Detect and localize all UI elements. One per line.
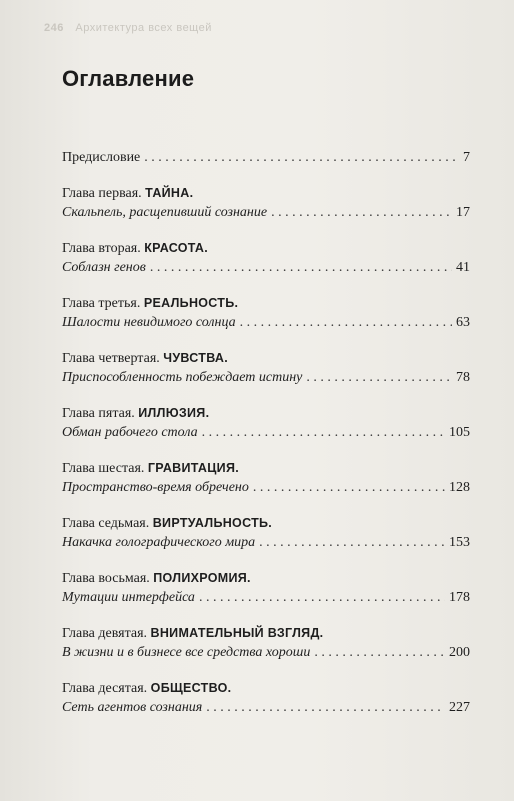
chapter-heading (62, 293, 470, 313)
chapter-page-number: 17 (456, 205, 470, 220)
chapter-subtitle-line (62, 313, 470, 333)
chapter-name: ГРАВИТАЦИЯ. (147, 461, 240, 475)
chapter-heading (62, 403, 470, 423)
chapter-name: ВИРТУАЛЬНОСТЬ. (152, 516, 273, 530)
chapter-subtitle: Накачка голографического мира (62, 535, 256, 550)
chapter-subtitle: Пространство-время обречено (62, 480, 249, 495)
dot-leader (314, 643, 445, 663)
chapter-number: Глава третья. (62, 296, 141, 311)
chapter-name: ТАЙНА. (145, 186, 194, 200)
running-head-page-number: 246 (44, 22, 64, 34)
preface-label: Предисловие (62, 150, 141, 165)
chapter-name: ИЛЛЮЗИЯ. (138, 406, 210, 420)
table-of-contents (62, 148, 470, 718)
chapter-name: ПОЛИХРОМИЯ. (153, 571, 251, 585)
chapter-name: РЕАЛЬНОСТЬ. (143, 296, 239, 310)
dot-leader (199, 588, 445, 608)
toc-chapter-7 (62, 513, 470, 553)
toc-chapter-5 (62, 403, 470, 443)
chapter-number: Глава шестая. (62, 461, 145, 476)
chapter-number: Глава восьмая. (62, 571, 150, 586)
dot-leader (150, 258, 452, 278)
chapter-name: ВНИМАТЕЛЬНЫЙ ВЗГЛЯД. (150, 626, 324, 640)
chapter-subtitle-line (62, 588, 470, 608)
chapter-page-number: 41 (456, 260, 470, 275)
dot-leader (259, 533, 445, 553)
chapter-heading (62, 678, 470, 698)
toc-chapter-6 (62, 458, 470, 498)
chapter-subtitle-line (62, 423, 470, 443)
dot-leader (206, 698, 445, 718)
toc-chapter-8 (62, 568, 470, 608)
dot-leader (271, 203, 452, 223)
chapter-name: ОБЩЕСТВО. (150, 681, 232, 695)
chapter-heading (62, 568, 470, 588)
running-head (44, 22, 212, 34)
chapter-subtitle-line (62, 368, 470, 388)
chapter-number: Глава седьмая. (62, 516, 150, 531)
chapter-subtitle-line (62, 698, 470, 718)
toc-chapter-1 (62, 183, 470, 223)
dot-leader (306, 368, 452, 388)
chapter-subtitle: Мутации интерфейса (62, 590, 195, 605)
toc-chapter-2 (62, 238, 470, 278)
chapter-name: ЧУВСТВА. (163, 351, 229, 365)
chapter-page-number: 105 (449, 425, 470, 440)
toc-chapter-3 (62, 293, 470, 333)
chapter-number: Глава вторая. (62, 241, 141, 256)
running-head-title: Архитектура всех вещей (75, 22, 212, 34)
chapter-heading (62, 238, 470, 258)
chapter-subtitle: Обман рабочего стола (62, 425, 198, 440)
chapter-page-number: 63 (456, 315, 470, 330)
chapter-subtitle: Шалости невидимого солнца (62, 315, 236, 330)
chapter-name: КРАСОТА. (144, 241, 209, 255)
chapter-page-number: 200 (449, 645, 470, 660)
chapter-page-number: 227 (449, 700, 470, 715)
chapter-subtitle: Скальпель, расщепивший сознание (62, 205, 268, 220)
toc-chapter-10 (62, 678, 470, 718)
chapter-page-number: 78 (456, 370, 470, 385)
dot-leader (144, 148, 459, 168)
dot-leader (202, 423, 445, 443)
toc-entry-preface (62, 148, 470, 168)
page-title: Оглавление (62, 66, 195, 91)
chapter-subtitle: Соблазн генов (62, 260, 146, 275)
chapter-page-number: 128 (449, 480, 470, 495)
chapter-subtitle-line (62, 643, 470, 663)
toc-chapter-4 (62, 348, 470, 388)
chapter-heading (62, 623, 470, 643)
chapter-subtitle: Сеть агентов сознания (62, 700, 203, 715)
chapter-heading (62, 183, 470, 203)
chapter-heading (62, 348, 470, 368)
chapter-heading (62, 458, 470, 478)
chapter-number: Глава пятая. (62, 406, 135, 421)
chapter-subtitle-line (62, 203, 470, 223)
chapter-subtitle-line (62, 478, 470, 498)
chapter-number: Глава первая. (62, 186, 142, 201)
chapter-subtitle: Приспособленность побеждает истину (62, 370, 303, 385)
chapter-number: Глава девятая. (62, 626, 148, 641)
chapter-number: Глава четвертая. (62, 351, 160, 366)
chapter-heading (62, 513, 470, 533)
chapter-subtitle-line (62, 533, 470, 553)
dot-leader (253, 478, 445, 498)
chapter-subtitle: В жизни и в бизнесе все средства хороши (62, 645, 311, 660)
toc-chapter-9 (62, 623, 470, 663)
chapter-page-number: 178 (449, 590, 470, 605)
chapter-number: Глава десятая. (62, 681, 148, 696)
preface-page-number: 7 (463, 150, 470, 165)
chapter-page-number: 153 (449, 535, 470, 550)
dot-leader (240, 313, 452, 333)
chapter-subtitle-line (62, 258, 470, 278)
